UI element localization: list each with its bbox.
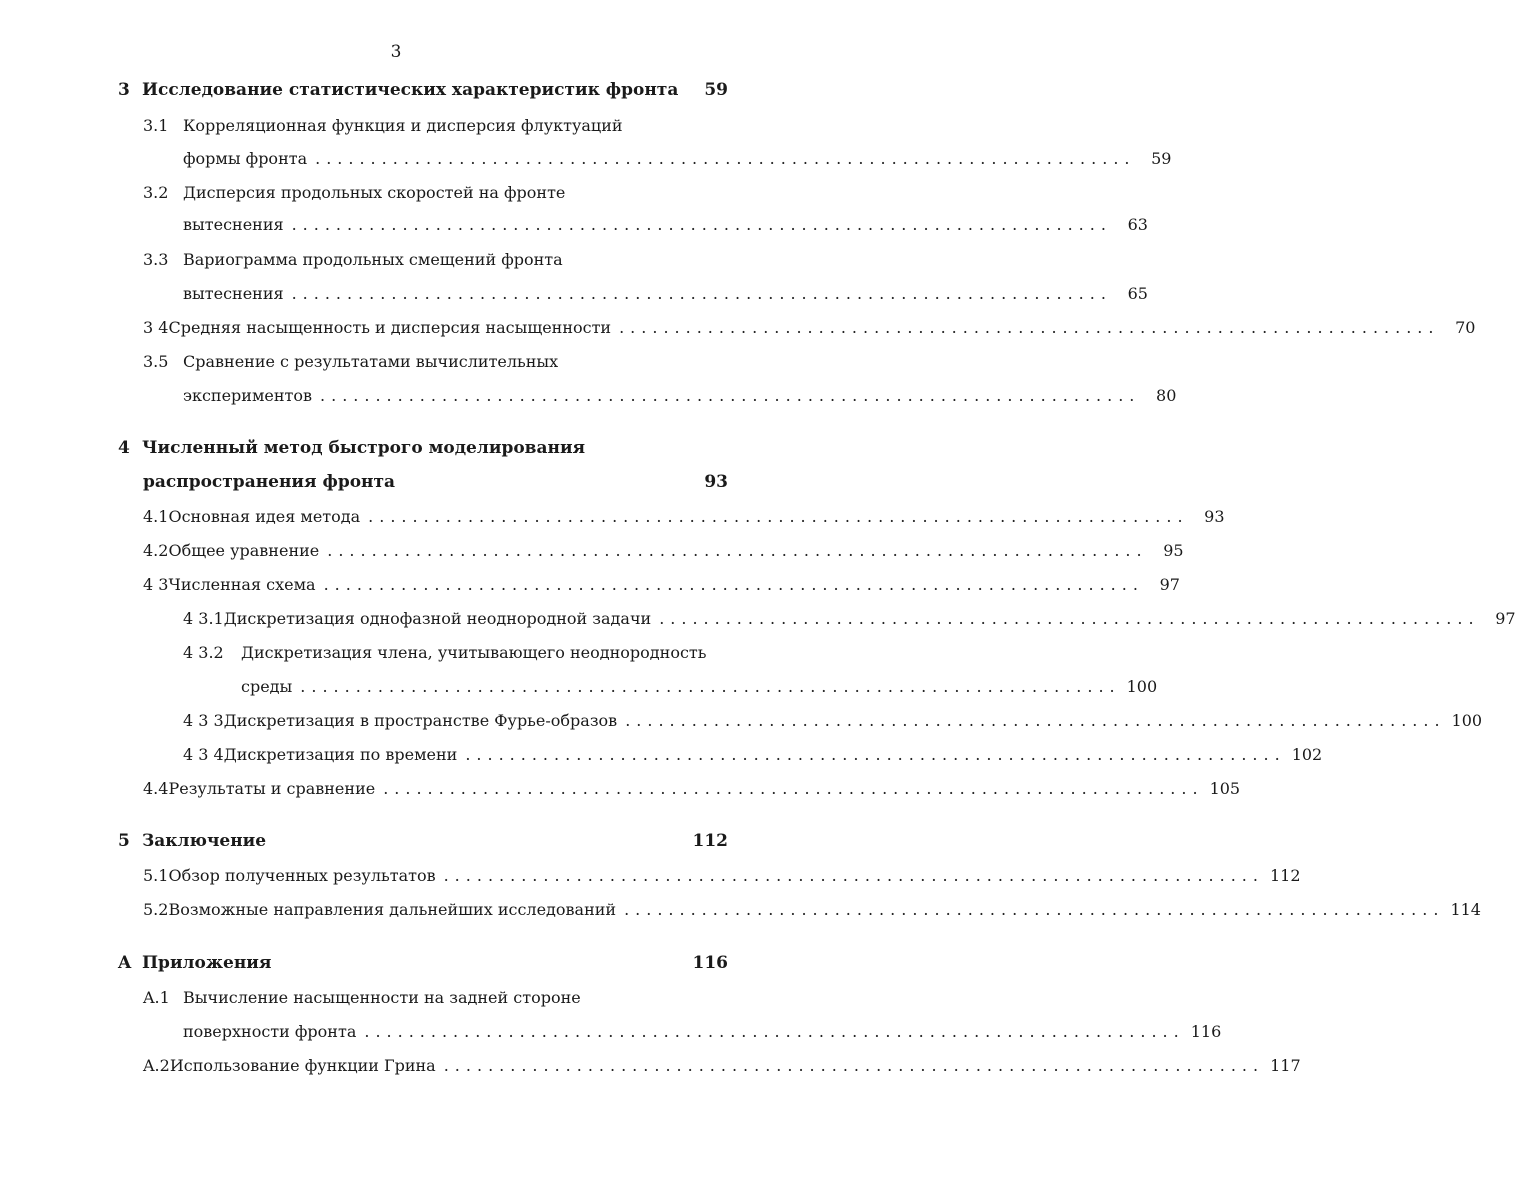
section-number: 4.2 — [143, 541, 169, 560]
subsection-title: Дискретизация однофазной неоднородной задачи — [223, 609, 652, 628]
subsection-title-cont: среды — [241, 677, 293, 696]
toc-appendix-a[interactable] — [118, 951, 728, 975]
section-page: 116 — [1190, 1022, 1222, 1041]
toc-section-3-2-line1[interactable] — [143, 181, 728, 205]
toc-subsection-4-3-1[interactable] — [183, 607, 1516, 631]
toc-section-5-1[interactable] — [143, 864, 1301, 888]
leader-dots: .......................................................................... — [659, 609, 1480, 628]
subsection-number: 4 3.2 — [183, 643, 224, 662]
toc-section-a-1-line2[interactable] — [183, 1020, 1222, 1044]
section-title: Использование функции Грина — [169, 1056, 436, 1075]
section-title: Численная схема — [168, 575, 316, 594]
toc-section-3-1-line2[interactable] — [183, 147, 1172, 171]
section-title: Основная идея метода — [168, 507, 361, 526]
section-number: 5.2 — [143, 900, 169, 919]
chapter-page: 112 — [692, 831, 728, 851]
section-number: 3.1 — [143, 116, 169, 135]
chapter-title-cont: распространения фронта — [143, 472, 396, 492]
subsection-page: 102 — [1291, 745, 1323, 764]
chapter-number: 4 — [118, 438, 130, 458]
toc-section-3-5-line2[interactable] — [183, 384, 1177, 408]
section-title: Общее уравнение — [168, 541, 320, 560]
toc-section-3-4[interactable] — [143, 316, 1476, 340]
leader-dots: .......................................................................... — [465, 745, 1286, 764]
chapter-number: 3 — [118, 80, 130, 100]
leader-dots: .......................................................................... — [624, 900, 1445, 919]
toc-section-3-5-line1[interactable] — [143, 350, 728, 374]
section-number: 5.1 — [143, 866, 169, 885]
chapter-page: 93 — [704, 472, 728, 492]
chapter-title: Заключение — [142, 831, 267, 851]
section-title: Результаты и сравнение — [168, 779, 376, 798]
toc-section-a-2[interactable] — [143, 1054, 1301, 1078]
toc-section-3-3-line1[interactable] — [143, 248, 728, 272]
appendix-page: 116 — [692, 953, 728, 973]
toc-chapter-3[interactable] — [118, 78, 728, 102]
leader-dots: .......................................................................... — [315, 149, 1136, 168]
section-page: 95 — [1163, 541, 1184, 560]
subsection-page: 97 — [1495, 609, 1516, 628]
leader-dots: .......................................................................... — [383, 779, 1204, 798]
section-number: 4.1 — [143, 507, 169, 526]
toc-chapter-4-line2[interactable] — [143, 470, 728, 494]
subsection-number: 4 3.1 — [183, 609, 224, 628]
section-title: Вычисление насыщенности на задней стороне — [183, 988, 581, 1007]
toc-section-4-2[interactable] — [143, 539, 1184, 563]
section-title: Возможные направления дальнейших исследований — [168, 900, 617, 919]
section-page: 114 — [1450, 900, 1481, 919]
section-title-cont: вытеснения — [183, 215, 284, 234]
section-title-cont: вытеснения — [183, 284, 284, 303]
toc-section-3-2-line2[interactable] — [183, 213, 1148, 237]
appendix-title: Приложения — [142, 953, 272, 973]
section-title-cont: поверхности фронта — [183, 1022, 357, 1041]
section-page: 65 — [1127, 284, 1148, 303]
subsection-title: Дискретизация члена, учитывающего неоднородность — [241, 643, 707, 662]
section-title: Корреляционная функция и дисперсия флуктуаций — [183, 116, 623, 135]
chapter-number: 5 — [118, 831, 130, 851]
section-number: A.1 — [143, 988, 170, 1007]
toc-section-4-1[interactable] — [143, 505, 1225, 529]
section-page: 63 — [1127, 215, 1148, 234]
section-page: 97 — [1159, 575, 1180, 594]
leader-dots: .......................................................................... — [323, 575, 1144, 594]
section-number: 4.4 — [143, 779, 169, 798]
leader-dots: .......................................................................... — [619, 318, 1440, 337]
toc-section-4-4[interactable] — [143, 777, 1241, 801]
section-number: 3.5 — [143, 352, 169, 371]
toc-section-a-1-line1[interactable] — [143, 986, 728, 1010]
leader-dots: .......................................................................... — [320, 386, 1141, 405]
section-title: Обзор полученных результатов — [168, 866, 436, 885]
chapter-title: Численный метод быстрого моделирования — [142, 438, 586, 458]
toc-chapter-5[interactable] — [118, 829, 728, 853]
leader-dots: .......................................................................... — [368, 507, 1189, 526]
section-title-cont: экспериментов — [183, 386, 313, 405]
toc-subsection-4-3-4[interactable] — [183, 743, 1323, 767]
page-number: 3 — [390, 42, 402, 62]
subsection-number: 4 3 4 — [183, 745, 224, 764]
section-page: 59 — [1151, 149, 1172, 168]
chapter-page: 59 — [704, 80, 728, 100]
leader-dots: .......................................................................... — [300, 677, 1121, 696]
leader-dots: .......................................................................... — [327, 541, 1148, 560]
toc-section-4-3[interactable] — [143, 573, 1180, 597]
section-number: 3.3 — [143, 250, 169, 269]
section-page: 105 — [1209, 779, 1241, 798]
section-page: 70 — [1455, 318, 1476, 337]
leader-dots: .......................................................................... — [443, 866, 1264, 885]
section-page: 112 — [1269, 866, 1301, 885]
section-number: A.2 — [143, 1056, 170, 1075]
subsection-title: Дискретизация по времени — [223, 745, 458, 764]
toc-subsection-4-3-3[interactable] — [183, 709, 1483, 733]
section-page: 117 — [1270, 1056, 1301, 1075]
toc-section-3-1-line1[interactable] — [143, 114, 728, 138]
toc-section-3-3-line2[interactable] — [183, 282, 1148, 306]
chapter-title: Исследование статистических характеристик фронта — [142, 80, 679, 100]
leader-dots: .......................................................................... — [291, 215, 1112, 234]
leader-dots: .......................................................................... — [291, 284, 1112, 303]
subsection-page: 100 — [1126, 677, 1158, 696]
section-number: 4 3 — [143, 575, 169, 594]
section-title: Сравнение с результатами вычислительных — [183, 352, 559, 371]
leader-dots: .......................................................................... — [625, 711, 1446, 730]
subsection-title: Дискретизация в пространстве Фурье-образов — [223, 711, 618, 730]
section-number: 3 4 — [143, 318, 169, 337]
subsection-page: 100 — [1451, 711, 1483, 730]
section-title-cont: формы фронта — [183, 149, 308, 168]
section-number: 3.2 — [143, 183, 169, 202]
appendix-letter: A — [118, 953, 132, 973]
leader-dots: .......................................................................... — [364, 1022, 1185, 1041]
section-page: 80 — [1156, 386, 1177, 405]
section-title: Дисперсия продольных скоростей на фронте — [183, 183, 566, 202]
section-title: Средняя насыщенность и дисперсия насыщенности — [168, 318, 612, 337]
section-title: Вариограмма продольных смещений фронта — [183, 250, 563, 269]
section-page: 93 — [1204, 507, 1225, 526]
toc-chapter-4-line1[interactable] — [118, 436, 728, 460]
leader-dots: .......................................................................... — [443, 1056, 1265, 1075]
toc-section-5-2[interactable] — [143, 898, 1481, 922]
toc-subsection-4-3-2-line2[interactable] — [241, 675, 1158, 699]
toc-subsection-4-3-2-line1[interactable] — [183, 641, 728, 665]
subsection-number: 4 3 3 — [183, 711, 224, 730]
